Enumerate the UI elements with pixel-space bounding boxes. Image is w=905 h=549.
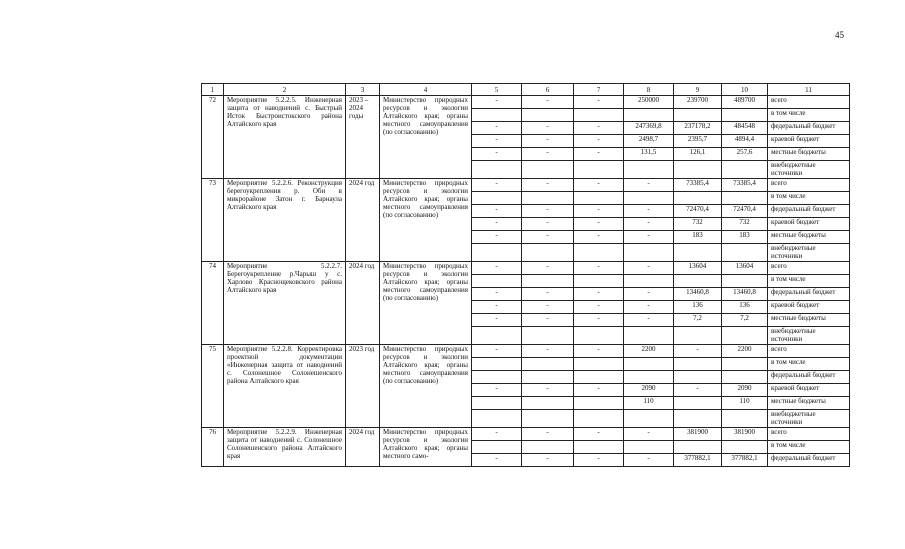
page-number: 45	[835, 30, 844, 40]
event-executor: Министерство природных ресурсов и экологии Алтайского края; органы местного самоуправления (по согласованию)	[380, 262, 472, 345]
table-row	[202, 262, 850, 275]
event-name: Мероприятие 5.2.2.8. Корректировка проектной документации «Инженерная защита от наводнений с. Солонешное Солонешенского района Алтайского края	[224, 345, 346, 428]
row-label: местные бюджеты	[768, 148, 850, 161]
value-cell: 250000	[624, 96, 674, 109]
header-cell: 3	[346, 84, 380, 96]
row-label: федеральный бюджет	[768, 454, 850, 467]
row-label: местные бюджеты	[768, 397, 850, 410]
value-cell: -	[472, 205, 522, 218]
event-name: Мероприятие 5.2.2.9. Инженерная защита от наводнений с. Солонешное Солонешенского района Алтайского края	[224, 428, 346, 467]
header-cell: 8	[624, 84, 674, 96]
value-cell: 13604	[674, 262, 722, 275]
value-cell: -	[574, 122, 624, 135]
value-cell: 484548	[722, 122, 768, 135]
header-cell: 4	[380, 84, 472, 96]
header-cell: 10	[722, 84, 768, 96]
value-cell: 247369,8	[624, 122, 674, 135]
value-cell: -	[472, 218, 522, 231]
row-label: краевой бюджет	[768, 384, 850, 397]
value-cell: -	[574, 179, 624, 192]
value-cell: -	[472, 231, 522, 244]
value-cell: 73385,4	[674, 179, 722, 192]
row-label: всего	[768, 96, 850, 109]
value-cell: 237178,2	[674, 122, 722, 135]
value-cell: -	[522, 96, 574, 109]
row-label: в том числе	[768, 109, 850, 122]
row-label: краевой бюджет	[768, 218, 850, 231]
row-label: федеральный бюджет	[768, 371, 850, 384]
value-cell: 13460,8	[722, 288, 768, 301]
value-cell: 7,2	[722, 314, 768, 327]
value-cell: 72470,4	[674, 205, 722, 218]
row-label: внебюджетные источники	[768, 161, 850, 179]
value-cell: 72470,4	[722, 205, 768, 218]
event-years: 2023 – 2024 годы	[346, 96, 380, 179]
value-cell: 183	[722, 231, 768, 244]
value-cell: -	[472, 179, 522, 192]
value-cell: -	[574, 231, 624, 244]
value-cell: 732	[722, 218, 768, 231]
value-cell: 381900	[722, 428, 768, 441]
header-cell: 7	[574, 84, 624, 96]
event-name: Мероприятие 5.2.2.7. Берегоукрепление р.Чарыш у с. Харлово Краснощековского района Алтайского края	[224, 262, 346, 345]
value-cell: -	[522, 454, 574, 467]
value-cell: 4894,4	[722, 135, 768, 148]
value-cell: -	[472, 301, 522, 314]
table-row	[202, 345, 850, 358]
row-label: внебюджетные источники	[768, 410, 850, 428]
value-cell: -	[674, 384, 722, 397]
value-cell: 126,1	[674, 148, 722, 161]
value-cell: 131,5	[624, 148, 674, 161]
value-cell: 2200	[624, 345, 674, 358]
header-row	[202, 84, 850, 96]
value-cell: -	[472, 428, 522, 441]
value-cell: 377882,1	[674, 454, 722, 467]
event-executor: Министерство природных ресурсов и экологии Алтайского края; органы местного самоуправления (по согласованию)	[380, 345, 472, 428]
value-cell: 489700	[722, 96, 768, 109]
header-cell: 5	[472, 84, 522, 96]
event-executor: Министерство природных ресурсов и экологии Алтайского края; органы местного самоуправления (по согласованию)	[380, 179, 472, 262]
row-label: в том числе	[768, 441, 850, 454]
value-cell: 13604	[722, 262, 768, 275]
value-cell: -	[472, 148, 522, 161]
value-cell: -	[574, 205, 624, 218]
value-cell: 2090	[624, 384, 674, 397]
value-cell: -	[574, 428, 624, 441]
row-label: внебюджетные источники	[768, 327, 850, 345]
value-cell: -	[574, 288, 624, 301]
value-cell: -	[522, 301, 574, 314]
value-cell: -	[624, 179, 674, 192]
event-years: 2023 год	[346, 345, 380, 428]
value-cell: -	[522, 428, 574, 441]
value-cell: -	[574, 301, 624, 314]
value-cell: -	[624, 231, 674, 244]
value-cell: -	[472, 288, 522, 301]
value-cell: 110	[722, 397, 768, 410]
header-cell: 6	[522, 84, 574, 96]
value-cell: -	[522, 205, 574, 218]
value-cell: 377882,1	[722, 454, 768, 467]
event-name: Мероприятие 5.2.2.6. Реконструкция берегоукрепления р. Оби в микрорайоне Затон г. Барнаула Алтайского края	[224, 179, 346, 262]
row-label: федеральный бюджет	[768, 205, 850, 218]
value-cell: -	[472, 454, 522, 467]
value-cell: -	[574, 135, 624, 148]
value-cell: 7,2	[674, 314, 722, 327]
header-cell: 9	[674, 84, 722, 96]
value-cell: -	[624, 262, 674, 275]
value-cell: 13460,8	[674, 288, 722, 301]
value-cell: -	[574, 262, 624, 275]
table-row	[202, 428, 850, 441]
value-cell: 2395,7	[674, 135, 722, 148]
row-label: федеральный бюджет	[768, 288, 850, 301]
table-row	[202, 96, 850, 109]
value-cell: 239700	[674, 96, 722, 109]
row-label: в том числе	[768, 192, 850, 205]
value-cell: -	[624, 205, 674, 218]
value-cell: -	[472, 96, 522, 109]
value-cell: -	[674, 345, 722, 358]
event-years: 2024 год	[346, 428, 380, 467]
value-cell: 2200	[722, 345, 768, 358]
event-executor: Министерство природных ресурсов и экологии Алтайского края; органы местного само-	[380, 428, 472, 467]
row-label: всего	[768, 428, 850, 441]
value-cell: 2498,7	[624, 135, 674, 148]
value-cell: -	[624, 314, 674, 327]
value-cell: 136	[674, 301, 722, 314]
value-cell: -	[472, 262, 522, 275]
value-cell: 183	[674, 231, 722, 244]
value-cell: -	[522, 288, 574, 301]
value-cell: 73385,4	[722, 179, 768, 192]
value-cell: 110	[624, 397, 674, 410]
value-cell: 381900	[674, 428, 722, 441]
value-cell: -	[472, 135, 522, 148]
value-cell: -	[624, 301, 674, 314]
value-cell: 2090	[722, 384, 768, 397]
row-label: федеральный бюджет	[768, 122, 850, 135]
value-cell: -	[522, 179, 574, 192]
value-cell: -	[574, 314, 624, 327]
value-cell: -	[472, 384, 522, 397]
value-cell: -	[624, 288, 674, 301]
row-label: всего	[768, 345, 850, 358]
value-cell: 732	[674, 218, 722, 231]
row-label: в том числе	[768, 275, 850, 288]
event-number: 73	[202, 179, 224, 262]
value-cell: -	[574, 148, 624, 161]
value-cell: -	[574, 218, 624, 231]
value-cell: 257,6	[722, 148, 768, 161]
row-label: всего	[768, 179, 850, 192]
event-years: 2024 год	[346, 179, 380, 262]
row-label: внебюджетные источники	[768, 244, 850, 262]
value-cell: -	[574, 384, 624, 397]
table-row	[202, 179, 850, 192]
value-cell: -	[522, 314, 574, 327]
event-number: 76	[202, 428, 224, 467]
event-number: 74	[202, 262, 224, 345]
value-cell: -	[624, 218, 674, 231]
value-cell: -	[522, 345, 574, 358]
event-name: Мероприятие 5.2.2.5. Инженерная защита от наводнений с. Быстрый Исток Быстроистокского района Алтайского края	[224, 96, 346, 179]
value-cell: -	[574, 345, 624, 358]
budget-table	[201, 83, 850, 467]
value-cell: -	[522, 384, 574, 397]
row-label: местные бюджеты	[768, 314, 850, 327]
header-cell: 11	[768, 84, 850, 96]
value-cell: -	[472, 314, 522, 327]
value-cell: -	[574, 96, 624, 109]
value-cell: -	[472, 122, 522, 135]
row-label: краевой бюджет	[768, 135, 850, 148]
row-label: краевой бюджет	[768, 301, 850, 314]
value-cell: 136	[722, 301, 768, 314]
header-cell: 2	[224, 84, 346, 96]
value-cell: -	[472, 345, 522, 358]
value-cell: -	[624, 428, 674, 441]
event-executor: Министерство природных ресурсов и экологии Алтайского края; органы местного самоуправления (по согласованию)	[380, 96, 472, 179]
event-number: 72	[202, 96, 224, 179]
header-cell: 1	[202, 84, 224, 96]
value-cell: -	[624, 454, 674, 467]
value-cell: -	[522, 148, 574, 161]
value-cell: -	[522, 135, 574, 148]
value-cell: -	[522, 122, 574, 135]
value-cell: -	[522, 262, 574, 275]
event-years: 2024 год	[346, 262, 380, 345]
value-cell: -	[574, 454, 624, 467]
row-label: местные бюджеты	[768, 231, 850, 244]
row-label: в том числе	[768, 358, 850, 371]
value-cell: -	[522, 231, 574, 244]
row-label: всего	[768, 262, 850, 275]
event-number: 75	[202, 345, 224, 428]
value-cell: -	[522, 218, 574, 231]
